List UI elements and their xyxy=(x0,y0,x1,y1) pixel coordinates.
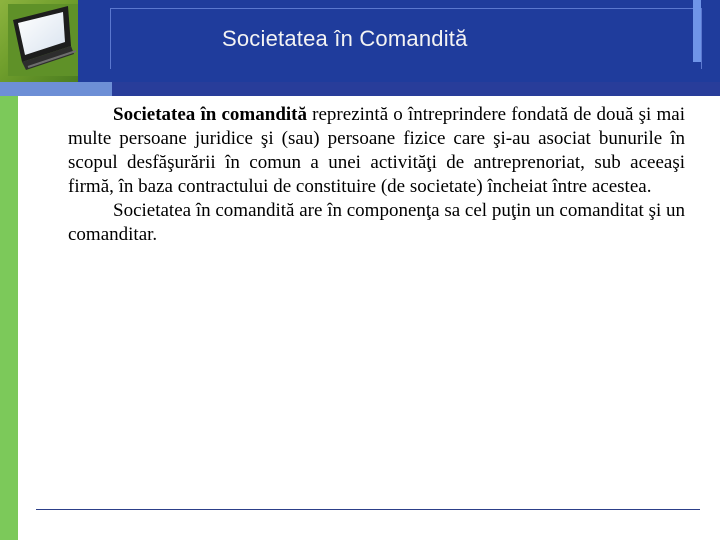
monitor-icon xyxy=(8,4,78,76)
logo xyxy=(0,0,78,82)
bottom-divider xyxy=(36,509,700,510)
slide-content xyxy=(68,103,685,247)
paragraph-definition xyxy=(68,103,685,199)
left-accent-column xyxy=(0,96,18,540)
paragraph-body: reprezintă o întreprindere fondată de două şi mai multe persoane juridice şi (sau) persoane fizice care şi-au asociat bunurile în scopul desfăşurării în comun a unei activităţi de antreprenoriat, sub aceeaşi firmă, în baza contractului de constituire (de societate) încheiat între acestea. xyxy=(68,104,685,197)
title-right-accent xyxy=(693,0,701,62)
page-title: Societatea în Comandită xyxy=(222,26,468,51)
title-strip-accent xyxy=(0,82,112,96)
paragraph-lead: Societatea în comandită xyxy=(113,104,307,125)
paragraph-composition: Societatea în comandită are în componenţa sa cel puţin un comanditat şi un comanditar. xyxy=(68,200,685,245)
